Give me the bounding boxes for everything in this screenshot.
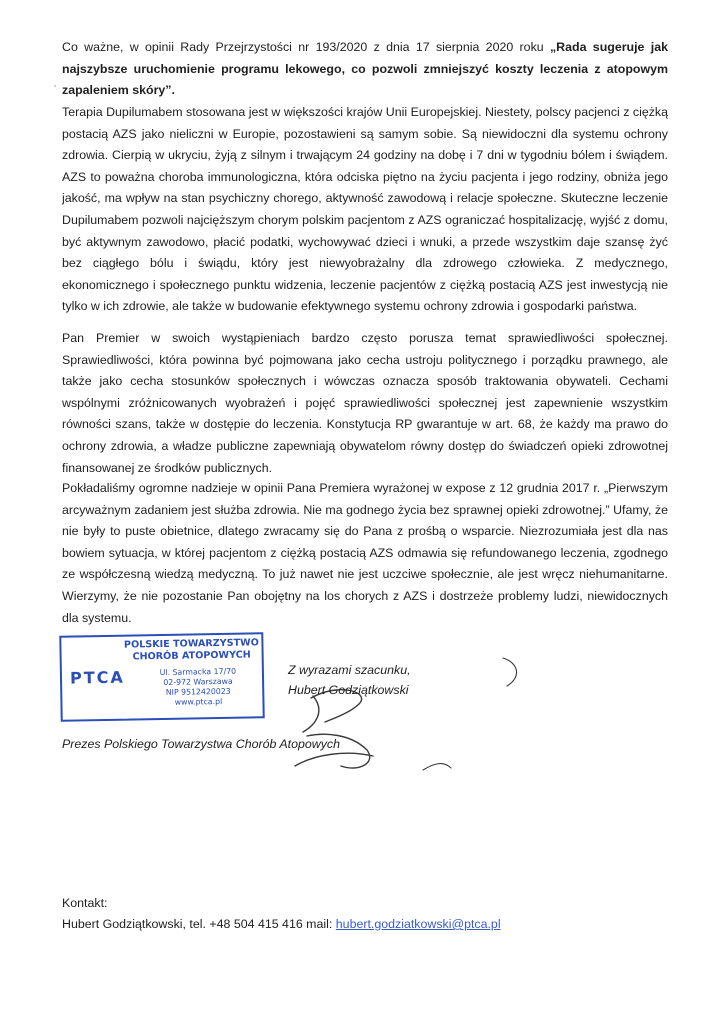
paragraph-social-justice: Pan Premier w swoich wystąpieniach bardzo często porusza temat sprawiedliwości społecznej. Sprawiedliwości, która powinna być pojmowana jako cecha ustroju politycznego i porządku prawnego, ale także jako cecha stosunków społecznych i wówczas oznacza sposób traktowania obywateli. Cechami wspólnymi zróżnicowanych wyobrażeń i pojęć sprawiedliwości społecznej jest zapewnienie wszystkim równości szans, także w dostępie do leczenia. Konstytucja RP gwarantuje w art. 68, że każdy ma prawo do ochrony zdrowia, a władze publiczne zapewniają obywatelom równy dostęp do świadczeń opieki zdrowotnej finansowanej ze środków publicznych. [62, 331, 668, 475]
paragraph-council-opinion [62, 37, 668, 102]
council-quote: „Rada sugeruje jak najszybsze uruchomienie programu lekowego, co pozwoli zmniejszyć koszty leczenia z atopowym zapaleniem skóry” [62, 40, 668, 98]
stamp-website: www.ptca.pl [174, 696, 223, 707]
stamp-name-line2: CHORÓB ATOPOWYCH [132, 649, 251, 663]
contact-details: Hubert Godziątkowski, tel. +48 504 415 416 mail: [62, 917, 336, 931]
closing-block [288, 660, 411, 700]
signer-role: Prezes Polskiego Towarzystwa Chorób Atopowych [62, 737, 341, 751]
paragraph-dupilumab-therapy: Terapia Dupilumabem stosowana jest w większości krajów Unii Europejskiej. Niestety, polscy pacjenci z ciężką postacią AZS jako nieliczni w Europie, pozostawieni są samym sobie. Są niewidoczni dla systemu ochrony zdrowia. Cierpią w ukryciu, żyją z silnym i trwającym 24 godziny na dobę i 7 dni w tygodniu bólem i świądem. AZS to poważna choroba immunologiczna, która odciska piętno na życiu pacjenta i jego rodziny, obniża jego jakość, ma wpływ na stan psychiczny chorego, aktywność zawodową i relacje społeczne. Skuteczne leczenie Dupilumabem pozwoli najcięższym chorym polskim pacjentom z AZS ograniczać hospitalizację, wyjść z domu, być aktywnym zawodowo, płacić podatki, wychowywać dzieci i wnuki, a przede wszystkim daje szansę żyć bez ciągłego bólu i świądu, który jest niewyobrażalny dla zdrowego człowieka. Z medycznego, ekonomicznego i społecznego punktu widzenia, leczenie pacjentów z ciężką postacią AZS jest inwestycją nie tylko w ich zdrowie, ale także w budowanie efektywnego systemu ochrony zdrowia i gospodarki państwa. [62, 105, 668, 314]
stamp-city: 02-972 Warszawa [163, 676, 233, 687]
organization-stamp [59, 632, 264, 722]
email-link[interactable]: hubert.godziatkowski@ptca.pl [335, 917, 501, 931]
signer-name: Hubert Godziątkowski [288, 683, 409, 697]
stamp-organization-name [123, 637, 259, 663]
contact-line [62, 914, 501, 935]
stamp-name-line1: POLSKIE TOWARZYSTWO [123, 637, 259, 651]
contact-block [62, 893, 501, 935]
stamp-abbreviation: PTCA [69, 667, 125, 688]
stamp-nip: NIP 9512420023 [165, 686, 231, 697]
stamp-address-block [142, 666, 255, 708]
closing-regards: Z wyrazami szacunku, [288, 663, 411, 677]
contact-label: Kontakt: [62, 896, 108, 910]
paragraph-council-intro: Co ważne, w opinii Rady Przejrzystości nr 193/2020 z dnia 17 sierpnia 2020 roku [62, 40, 550, 54]
council-quote-end: . [171, 83, 175, 98]
stamp-street: Ul. Sarmacka 17/70 [159, 666, 237, 678]
margin-mark: ʼ [54, 84, 56, 94]
paragraph-expose-hopes: Pokładaliśmy ogromne nadzieje w opinii Pana Premiera wyrażonej w expose z 12 grudnia 2017 r. „Pierwszym arcyważnym zadaniem jest służba zdrowia. Nie ma godnego życia bez sprawnej opieki zdrowotnej.” Ufamy, że nie były to puste obietnice, dlatego zwracamy się do Pana z prośbą o wsparcie. Niezrozumiała jest dla nas bowiem sytuacja, w której pacjentom z ciężką postacią AZS odmawia się refundowanego leczenia, zgodnego ze współczesną wiedzą medyczną. To już nawet nie jest uczciwe społecznie, ale jest wręcz niehumanitarne. Wierzymy, że nie pozostanie Pan obojętny na los chorych z AZS i dostrzeże problemy ludzi, niewidocznych dla systemu. [62, 481, 668, 625]
